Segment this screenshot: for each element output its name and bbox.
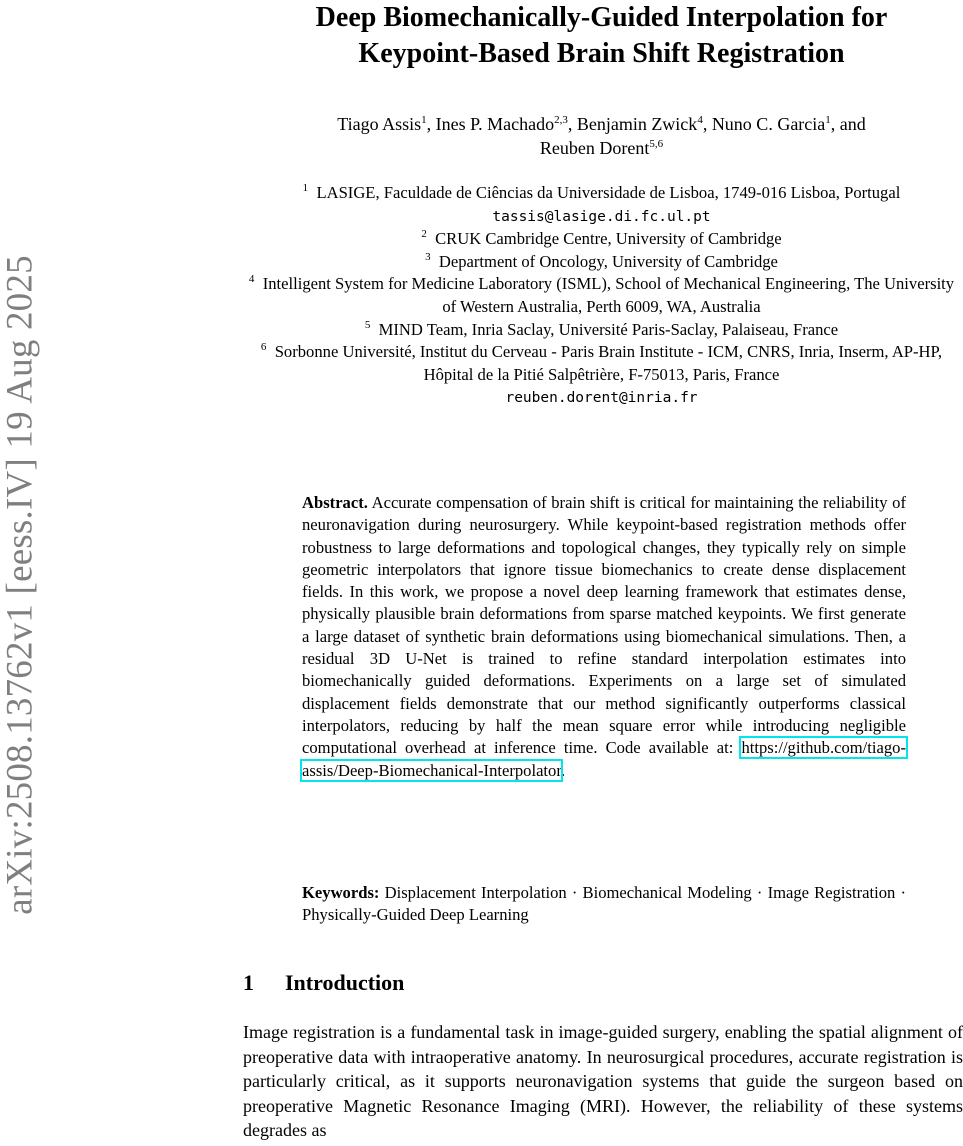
- author-separator: , and: [830, 114, 866, 134]
- introduction-paragraph: Image registration is a fundamental task in image-guided surgery, enabling the spatial alignment of preoperative data with intraoperative anatomy. In neurosurgical procedures, accurate registration is particularly critical, as it supports neuronavigation systems that guide the surgeon based on preoperative Magnetic Resonance Imaging (MRI). However, the reliability of these systems degrades as: [243, 1022, 963, 1141]
- section-title: Introduction: [285, 970, 405, 995]
- section-number: 1: [243, 970, 254, 995]
- author-affiliation-mark: 2,3: [554, 114, 568, 126]
- keywords-label: Keywords:: [302, 883, 380, 902]
- author-name: Nuno C. Garcia: [711, 114, 826, 134]
- code-repository-link[interactable]: https://github.com/tiago-assis/Deep-Biomechanical-Interpolator: [302, 738, 906, 780]
- author-affiliation-mark: 1: [421, 114, 427, 126]
- abstract: [302, 492, 906, 782]
- affiliation-5: $^5$ MIND Team, Inria Saclay, Université Paris-Saclay, Palaiseau, France: [364, 318, 839, 339]
- abstract-text: Accurate compensation of brain shift is critical for maintaining the reliability of neuronavigation during neurosurgery. While keypoint-based registration methods offer robustness to large deformations and topological changes, they typically rely on simple geometric interpolators that ignore tissue biomechanics to create dense displacement fields. In this work, we propose a novel deep learning framework that estimates dense, physically plausible brain deformations from sparse matched keypoints. We first generate a large dataset of synthetic brain deformations using biomechanical simulations. Then, a residual 3D U-Net is trained to refine standard interpolation estimates into biomechanically guided deformations. Experiments on a large set of simulated displacement fields demonstrate that our method significantly outperforms classical interpolators, reducing by half the mean square error while introducing negligible computational overhead at inference time. Code available at:: [302, 493, 906, 758]
- author-affiliation-mark: 4: [697, 114, 703, 126]
- affiliation-2: $^2$ CRUK Cambridge Centre, University of Cambridge: [421, 228, 782, 249]
- author-affiliation-mark: 5,6: [649, 138, 664, 150]
- author-affiliation-mark: 1: [825, 114, 831, 126]
- author-name: Benjamin Zwick: [576, 114, 698, 134]
- title-line-2: Keypoint-Based Brain Shift Registration: [358, 38, 845, 69]
- arxiv-identifier-stamp: [0, 0, 40, 970]
- author-separator: ,: [567, 114, 577, 134]
- keywords: [302, 882, 906, 927]
- affiliation-1: $^1$ LASIGE, Faculdade de Ciências da Universidade de Lisboa, 1749-016 Lisboa, Portugal: [302, 182, 901, 202]
- affiliation-6: $^6$ Sorbonne Université, Institut du Cerveau - Paris Brain Institute - ICM, CNRS, Inria, Inserm, AP-HP, Hôpital de la Pitié Salpêtrière, F-75013, Paris, France: [260, 341, 943, 384]
- author-name: Reuben Dorent: [539, 138, 650, 158]
- title-line-1: Deep Biomechanically-Guided Interpolation for: [315, 2, 888, 33]
- author-separator: ,: [702, 114, 712, 134]
- author-name: Ines P. Machado: [435, 114, 555, 134]
- author-separator: ,: [426, 114, 436, 134]
- section-heading: [243, 968, 404, 998]
- author-name: Tiago Assis: [337, 114, 422, 134]
- affiliation-4: $^4$ Intelligent System for Medicine Laboratory (ISML), School of Mechanical Engineering, The University of Western Australia, Perth 6009, WA, Australia: [248, 273, 955, 316]
- keywords-text: Displacement Interpolation · Biomechanical Modeling · Image Registration · Physically-Guided Deep Learning: [302, 883, 906, 925]
- affiliation-3: $^3$ Department of Oncology, University of Cambridge: [425, 250, 778, 271]
- abstract-end: .: [560, 760, 566, 780]
- paper-title: [240, 0, 963, 72]
- arxiv-id-text: arXiv:2508.13762v1 [eess.IV] 19 Aug 2025: [0, 255, 41, 915]
- affiliation-list: [240, 182, 963, 410]
- author-list: [240, 112, 963, 160]
- affiliation-1-email[interactable]: tassis@lasige.di.fc.ul.pt: [492, 208, 711, 225]
- abstract-label: Abstract.: [302, 493, 368, 512]
- affiliation-6-email[interactable]: reuben.dorent@inria.fr: [505, 390, 698, 407]
